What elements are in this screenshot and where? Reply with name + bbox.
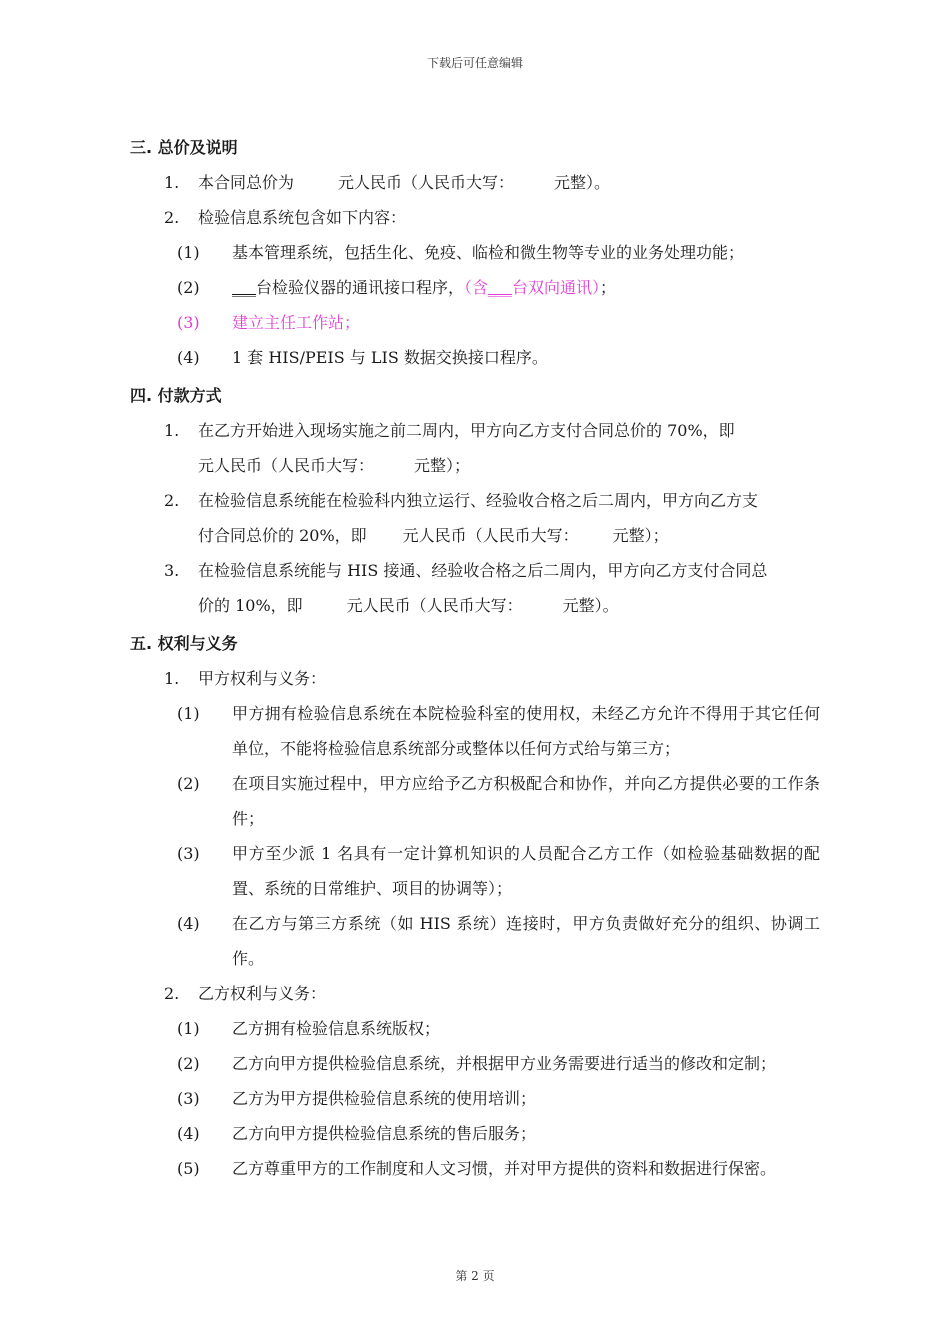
list-item bbox=[130, 553, 820, 623]
highlighted-text: （含 bbox=[464, 278, 489, 297]
sub-item-text: 甲方拥有检验信息系统在本院检验科室的使用权，未经乙方允许不得用于其它任何单位，不能将检验信息系统部分或整体以任何方式给与第三方； bbox=[232, 704, 820, 758]
item-number: 3. bbox=[164, 561, 180, 580]
sub-item-number: (1) bbox=[177, 1019, 200, 1038]
sub-item-text: 在项目实施过程中，甲方应给予乙方积极配合和协作，并向乙方提供必要的工作条件； bbox=[232, 774, 820, 828]
item-text: 元人民币（人民币大写： bbox=[338, 173, 515, 192]
item-number: 1. bbox=[164, 421, 180, 440]
sub-item-number: (5) bbox=[177, 1159, 200, 1178]
list-item bbox=[130, 413, 820, 483]
sub-item-text: 乙方尊重甲方的工作制度和人文习惯，并对甲方提供的资料和数据进行保密。 bbox=[232, 1159, 777, 1178]
sub-item-text: 建立主任工作站； bbox=[232, 313, 361, 332]
sub-item bbox=[130, 270, 820, 305]
item-text: 价的 10%，即 bbox=[198, 596, 303, 615]
item-text: 在检验信息系统能与 HIS 接通、经验收合格之后二周内，甲方向乙方支付合同总 bbox=[198, 561, 768, 580]
item-text: 元人民币（人民币大写： bbox=[346, 596, 523, 615]
sub-item bbox=[130, 766, 820, 836]
item-text: 在乙方开始进入现场实施之前二周内，甲方向乙方支付合同总价的 70%，即 bbox=[198, 421, 735, 440]
item-text: 乙方权利与义务： bbox=[198, 984, 327, 1003]
item-text: 付合同总价的 20%，即 bbox=[198, 526, 367, 545]
item-number: 2. bbox=[164, 984, 180, 1003]
sub-item-text: 甲方至少派 1 名具有一定计算机知识的人员配合乙方工作（如检验基础数据的配置、系统的日常维护、项目的协调等）； bbox=[232, 844, 820, 898]
blank-underline: ___ bbox=[488, 278, 513, 297]
item-text: 元人民币（人民币大写： bbox=[402, 526, 579, 545]
sub-item-text: 1 套 HIS/PEIS 与 LIS 数据交换接口程序。 bbox=[232, 348, 548, 367]
item-text: 在检验信息系统能在检验科内独立运行、经验收合格之后二周内，甲方向乙方支 bbox=[198, 491, 759, 510]
item-number: 1. bbox=[164, 173, 180, 192]
sub-item bbox=[130, 235, 820, 270]
page-header: 下载后可任意编辑 bbox=[426, 56, 523, 70]
list-item bbox=[130, 200, 820, 235]
sub-item bbox=[130, 305, 820, 340]
item-text: 元整）。 bbox=[562, 596, 619, 615]
sub-item bbox=[130, 1011, 820, 1046]
section-title-total-price: 三. 总价及说明 bbox=[130, 138, 238, 157]
item-text: 元整）。 bbox=[554, 173, 611, 192]
list-item bbox=[130, 661, 820, 696]
item-text: 元整）； bbox=[414, 456, 471, 475]
sub-item bbox=[130, 1081, 820, 1116]
sub-item bbox=[130, 1116, 820, 1151]
highlighted-text: 台双向通讯） bbox=[512, 278, 601, 297]
sub-item-text: 乙方向甲方提供检验信息系统，并根据甲方业务需要进行适当的修改和定制； bbox=[232, 1054, 777, 1073]
sub-item-number: (1) bbox=[177, 704, 200, 723]
item-number: 1. bbox=[164, 669, 180, 688]
sub-item bbox=[130, 1046, 820, 1081]
sub-item-number: (3) bbox=[177, 313, 200, 332]
list-item bbox=[130, 165, 820, 200]
sub-item-text: 乙方拥有检验信息系统版权； bbox=[232, 1019, 441, 1038]
section-title-payment: 四. 付款方式 bbox=[130, 386, 222, 405]
item-text: 元整）； bbox=[612, 526, 669, 545]
item-text: 甲方权利与义务： bbox=[198, 669, 327, 688]
sub-item-number: (3) bbox=[177, 844, 200, 863]
sub-item bbox=[130, 836, 820, 906]
sub-item-number: (4) bbox=[177, 1124, 200, 1143]
sub-item bbox=[130, 906, 820, 976]
sub-item-text: 基本管理系统，包括生化、免疫、临检和微生物等专业的业务处理功能； bbox=[232, 243, 745, 262]
sub-item-number: (3) bbox=[177, 1089, 200, 1108]
blank-underline: ___ bbox=[232, 278, 256, 297]
sub-item-number: (1) bbox=[177, 243, 200, 262]
list-item bbox=[130, 483, 820, 553]
sub-item-number: (4) bbox=[177, 348, 200, 367]
item-text: 检验信息系统包含如下内容： bbox=[198, 208, 407, 227]
item-number: 2. bbox=[164, 491, 180, 510]
section-title-rights-obligations: 五. 权利与义务 bbox=[130, 634, 238, 653]
punctuation: ； bbox=[600, 278, 617, 297]
sub-item-number: (2) bbox=[177, 774, 200, 793]
sub-item-text: 在乙方与第三方系统（如 HIS 系统）连接时，甲方负责做好充分的组织、协调工作。 bbox=[232, 914, 820, 968]
sub-item bbox=[130, 1151, 820, 1186]
sub-item-number: (2) bbox=[177, 1054, 200, 1073]
contract-body bbox=[130, 131, 820, 1186]
sub-item-number: (2) bbox=[177, 278, 200, 297]
page-footer: 第 2 页 bbox=[455, 1269, 495, 1283]
sub-item-text: 乙方向甲方提供检验信息系统的售后服务； bbox=[232, 1124, 537, 1143]
list-item bbox=[130, 976, 820, 1011]
item-number: 2. bbox=[164, 208, 180, 227]
sub-item-text: 乙方为甲方提供检验信息系统的使用培训； bbox=[232, 1089, 537, 1108]
sub-item-number: (4) bbox=[177, 914, 200, 933]
item-text: 元人民币（人民币大写： bbox=[198, 456, 375, 475]
sub-item bbox=[130, 340, 820, 375]
sub-item-text: 台检验仪器的通讯接口程序， bbox=[256, 278, 465, 297]
sub-item bbox=[130, 696, 820, 766]
item-text: 本合同总价为 bbox=[198, 173, 295, 192]
